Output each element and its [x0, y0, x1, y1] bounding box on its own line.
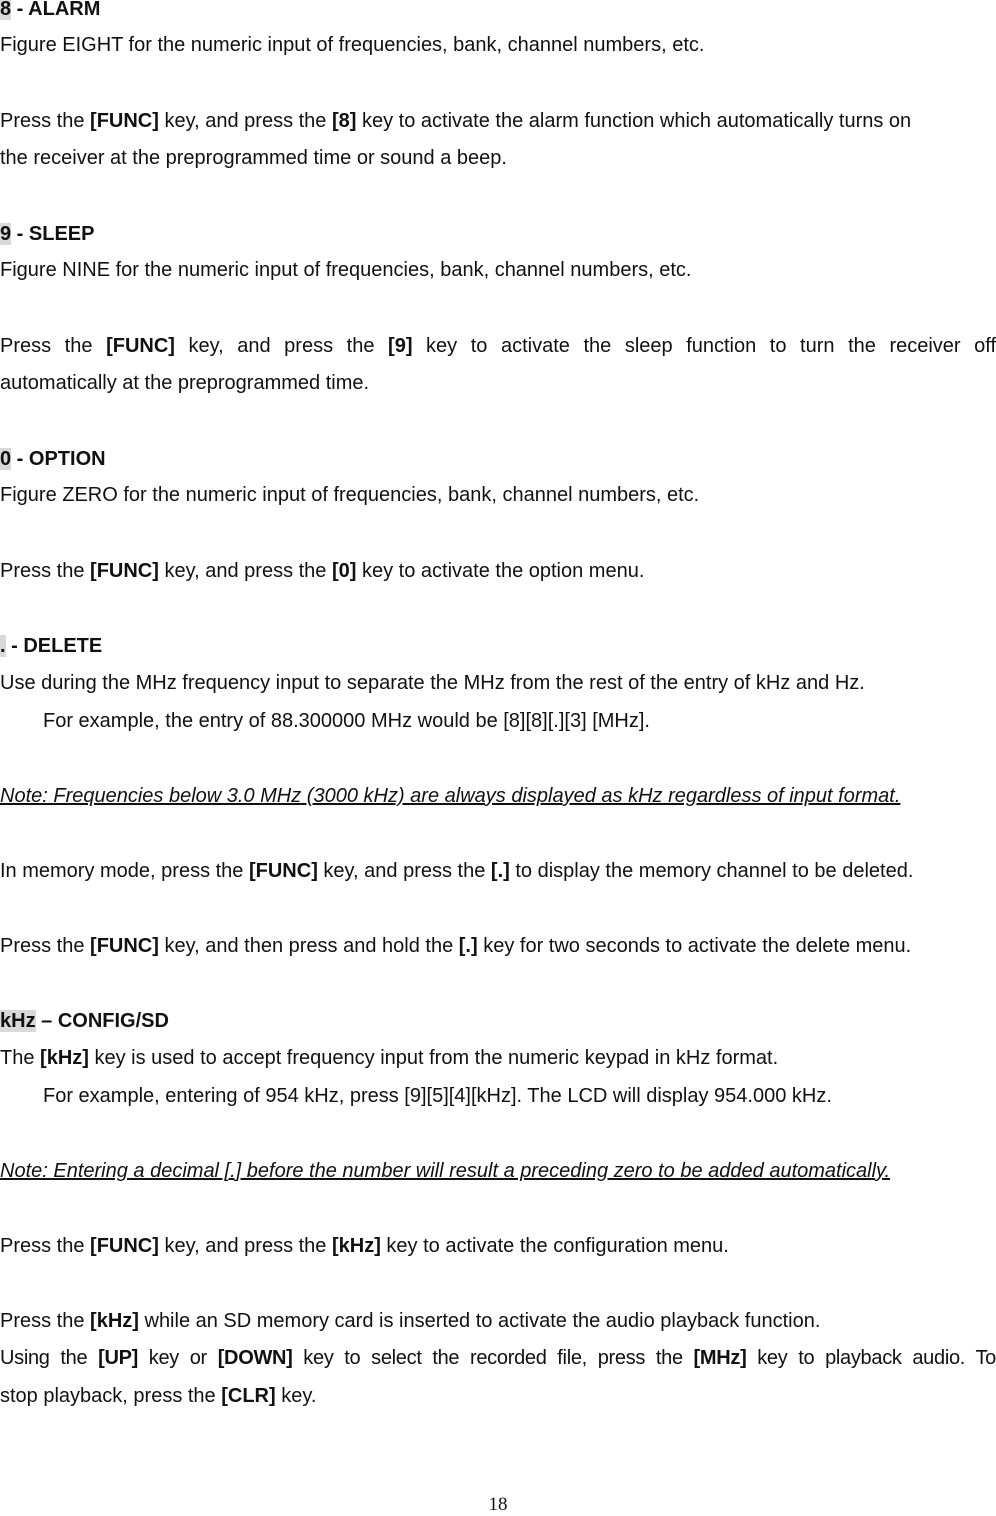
delete-description: Use during the MHz frequency input to separate the MHz from the rest of the entry of kHz and Hz.	[0, 672, 865, 694]
delete-note: Note: Frequencies below 3.0 MHz (3000 kHz) are always displayed as kHz regardless of input format.	[0, 785, 901, 807]
delete-example: For example, the entry of 88.300000 MHz would be [8][8][.][3] [MHz].	[43, 710, 650, 732]
delete-instructions-menu: Press the [FUNC] key, and then press and hold the [.] key for two seconds to activate the delete menu.	[0, 935, 912, 957]
sleep-instructions: Press the [FUNC] key, and press the [9] key to activate the sleep function to turn the receiver off	[0, 335, 996, 357]
khz-note: Note: Entering a decimal [.] before the number will result a preceding zero to be added automatically.	[0, 1160, 891, 1182]
alarm-instructions: Press the [FUNC] key, and press the [8] key to activate the alarm function which automatically turns on	[0, 110, 912, 132]
heading-khz: kHz – CONFIG/SD	[0, 1010, 169, 1032]
delete-instructions-memory: In memory mode, press the [FUNC] key, and press the [.] to display the memory channel to be deleted.	[0, 860, 914, 882]
khz-example: For example, entering of 954 kHz, press [9][5][4][kHz]. The LCD will display 954.000 kHz.	[43, 1085, 832, 1107]
alarm-instructions-cont: the receiver at the preprogrammed time or sound a beep.	[0, 147, 507, 169]
heading-alarm: 8 - ALARM	[0, 0, 101, 20]
khz-instructions-playback-cont: stop playback, press the [CLR] key.	[0, 1385, 317, 1407]
sleep-instructions-cont: automatically at the preprogrammed time.	[0, 372, 370, 394]
khz-instructions-sd: Press the [kHz] while an SD memory card is inserted to activate the audio playback function.	[0, 1310, 821, 1332]
khz-instructions-playback: Using the [UP] key or [DOWN] key to select the recorded file, press the [MHz] key to playback audio. To	[0, 1347, 996, 1369]
key-label-8: 8	[0, 0, 12, 20]
khz-instructions-config: Press the [FUNC] key, and press the [kHz] key to activate the configuration menu.	[0, 1235, 729, 1257]
heading-option: 0 - OPTION	[0, 448, 106, 470]
key-label-dot: .	[0, 635, 6, 657]
key-label-khz: kHz	[0, 1010, 36, 1032]
key-label-0: 0	[0, 448, 12, 470]
heading-sleep: 9 - SLEEP	[0, 223, 95, 245]
sleep-description: Figure NINE for the numeric input of frequencies, bank, channel numbers, etc.	[0, 259, 692, 281]
option-instructions: Press the [FUNC] key, and press the [0] key to activate the option menu.	[0, 560, 645, 582]
key-label-9: 9	[0, 223, 12, 245]
option-description: Figure ZERO for the numeric input of frequencies, bank, channel numbers, etc.	[0, 484, 700, 506]
page-number: 18	[488, 1494, 508, 1515]
khz-description: The [kHz] key is used to accept frequency input from the numeric keypad in kHz format.	[0, 1047, 779, 1069]
heading-delete: . - DELETE	[0, 635, 103, 657]
alarm-description: Figure EIGHT for the numeric input of frequencies, bank, channel numbers, etc.	[0, 34, 705, 56]
